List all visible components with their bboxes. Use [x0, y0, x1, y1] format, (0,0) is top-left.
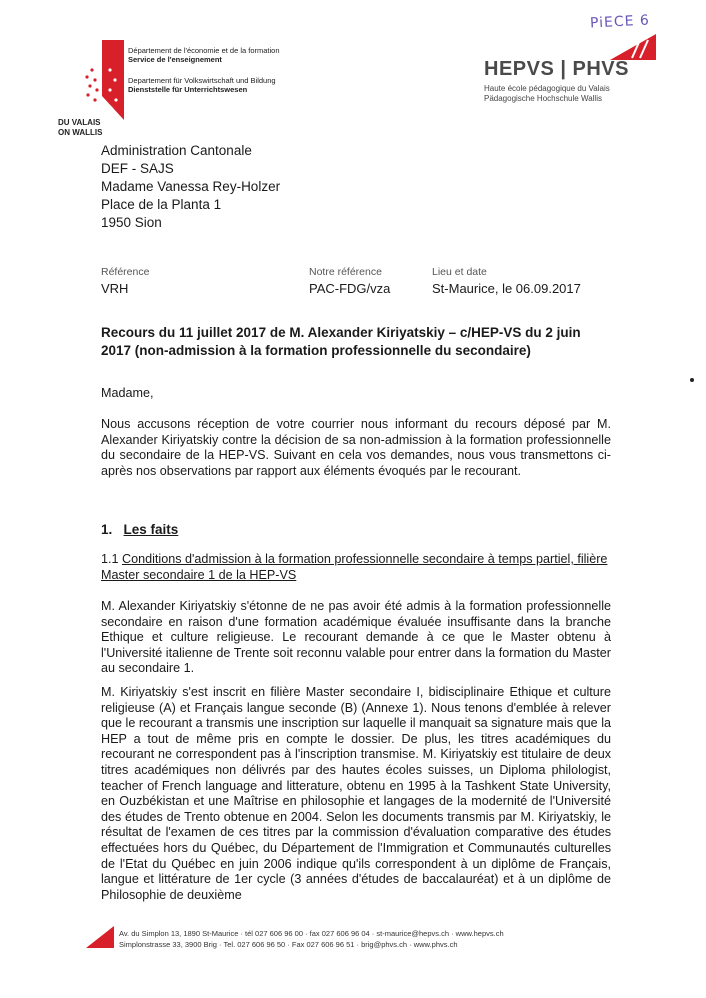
address-line: Administration Cantonale: [101, 143, 252, 158]
valais-coat-of-arms-icon: [78, 40, 124, 120]
address-line: Madame Vanessa Rey-Holzer: [101, 179, 281, 194]
scan-speck: [690, 378, 694, 382]
subsection-title: Conditions d'admission à la formation professionnelle secondaire à temps partiel, filière Master secondaire 1 de la HEP-VS: [101, 552, 608, 582]
hep-title: HEPVS | PHVS: [484, 58, 629, 80]
reference-value: VRH: [101, 281, 129, 296]
canton-fr: DU VALAIS: [58, 118, 101, 127]
salutation: Madame,: [101, 386, 154, 400]
footer-triangle-icon: [86, 926, 114, 948]
body-paragraph-1: M. Alexander Kiriyatskiy s'étonne de ne pas avoir été admis à la formation professionnelle secondaire en raison d'une formation académique évaluée insuffisante dans la branche Ethique et culture religieuse. Le recourant demande à ce que le Master obtenu à l'Université italienne de Trente soit reconnu valable pour entrer dans la formation du Master au secondaire 1.: [101, 599, 611, 676]
department-de-line1: Departement für Volkswirtschaft und Bildung: [128, 76, 276, 85]
recipient-address: [101, 142, 280, 232]
our-reference-value: PAC-FDG/vza: [309, 281, 391, 296]
canton-name: [58, 118, 102, 138]
department-fr-line1: Département de l'économie et de la formation: [128, 46, 280, 55]
intro-paragraph: Nous accusons réception de votre courrier nous informant du recours déposé par M. Alexander Kiriyatskiy contre la décision de sa non-admission à la formation professionnelle du secondaire de la HEP-VS. Suivant en cela vos demandes, nous vous transmettons ci-après nos observations par rapport aux éléments évoqués par le recourant.: [101, 417, 611, 478]
hep-subtitle-de: Pädagogische Hochschule Wallis: [484, 94, 602, 103]
department-de: [128, 76, 276, 94]
section-number: 1.: [101, 522, 113, 537]
subsection-number: 1.1: [101, 552, 119, 566]
section-title: Les faits: [123, 522, 179, 537]
our-reference-label: Notre référence: [309, 266, 382, 278]
address-line: DEF - SAJS: [101, 161, 174, 176]
department-de-line2: Dienststelle für Unterrichtswesen: [128, 85, 248, 94]
letter-subject: Recours du 11 juillet 2017 de M. Alexander Kiriyatskiy – c/HEP-VS du 2 juin 2017 (non-admission à la formation professionnelle du secondaire): [101, 325, 581, 358]
hep-logo-icon: [610, 34, 656, 60]
footer-line-2: Simplonstrasse 33, 3900 Brig · Tel. 027 606 96 50 · Fax 027 606 96 51 · brig@phvs.ch · www.phvs.ch: [119, 940, 458, 949]
address-line: Place de la Planta 1: [101, 197, 222, 212]
section-heading: [101, 522, 178, 537]
hep-subtitle-fr: Haute école pédagogique du Valais: [484, 84, 610, 93]
address-line: 1950 Sion: [101, 215, 162, 230]
canton-de: ON WALLIS: [58, 128, 103, 137]
reference-label: Référence: [101, 266, 150, 278]
date-value: St-Maurice, le 06.09.2017: [432, 281, 581, 296]
date-label: Lieu et date: [432, 266, 487, 278]
body-paragraph-2: M. Kiriyatskiy s'est inscrit en filière Master secondaire I, bidisciplinaire Ethique et culture religieuse (A) et Français langue seconde (B) (Annexe 1). Nous tenons d'emblée à relever que le recourant a transmis une inscription sur laquelle il manquait sa signature mais que la HEP a tout de même pris en compte le dossier. De plus, les titres académiques du recourant ne correspondent pas à l'inscription transmise. M. Kiriyatskiy est titulaire de deux titres académiques non délivrés par des hautes écoles suisses, un Diploma philologist, teacher of French language and litterature, obtenu en 1995 à la Tashkent State University, en Ouzbékistan et une Maîtrise en philosophie et langages de la modernité de l'Université des études de Trento obtenue en 2004. Selon les documents transmis par M. Kiriyatskiy, le résultat de l'examen de ces titres par la commission d'évaluation comparative des études effectuées hors du Québec, du Département de l'Immigration et Communautés culturelles de l'Etat du Québec en juin 2006 indique qu'ils correspondent à un diplôme de Français, langue et littérature de 1er cycle (3 années d'études de baccalauréat) et à un diplôme de Philosophie de deuxième: [101, 685, 611, 902]
department-fr-line2: Service de l'enseignement: [128, 55, 222, 64]
handwritten-note: PiECE 6: [589, 12, 651, 32]
subsection-heading: [101, 552, 621, 583]
footer-line-1: Av. du Simplon 13, 1890 St-Maurice · tél 027 606 96 00 · fax 027 606 96 04 · st-maurice@hepvs.ch · www.hepvs.ch: [119, 929, 504, 938]
department-fr: [128, 46, 280, 64]
